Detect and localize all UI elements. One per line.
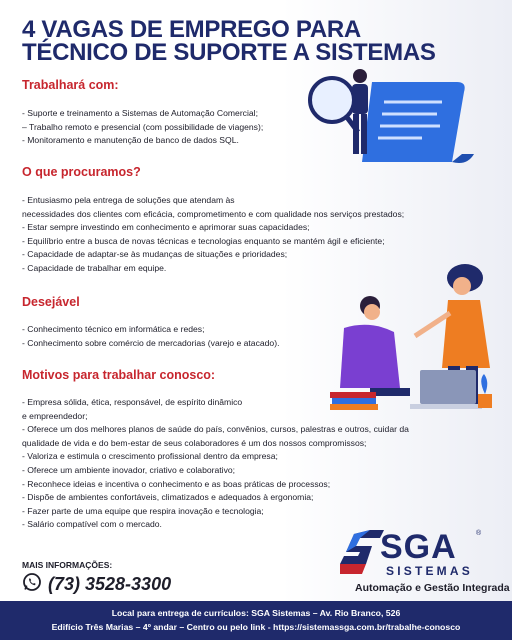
section-heading-desejavel: Desejável: [22, 295, 80, 309]
list-item: - Conhecimento sobre comércio de mercadorias (varejo e atacado).: [22, 337, 280, 348]
list-item: - Oferece um ambiente inovador, criativo e colaborativo;: [22, 464, 236, 475]
team-laptop-illustration: [330, 258, 510, 418]
list-item: - Empresa sólida, ética, responsável, de espírito dinâmico: [22, 397, 243, 407]
whatsapp-icon: [22, 572, 42, 597]
sga-logo-tagline: Automação e Gestão Integrada: [355, 582, 510, 594]
section-heading-trabalhara: Trabalhará com:: [22, 78, 119, 92]
list-item: - Conhecimento técnico em informática e redes;: [22, 324, 205, 334]
list-item: - Capacidade de trabalhar em equipe.: [22, 262, 167, 273]
phone-row: [22, 572, 171, 597]
section-heading-procuramos: O que procuramos?: [22, 165, 141, 179]
footer-line-1: Local para entrega de currículos: SGA Sistemas – Av. Rio Branco, 526: [111, 608, 401, 618]
sga-logo-name: SGA: [380, 528, 457, 566]
section-heading-motivos: Motivos para trabalhar conosco:: [22, 368, 216, 382]
list-item: - Monitoramento e manutenção de banco de dados SQL.: [22, 135, 239, 146]
list-item: - Valoriza e estimula o crescimento profissional dentro da empresa;: [22, 451, 278, 462]
footer-line-2[interactable]: Edifício Três Marias – 4º andar – Centro ou pelo link - https://sistemassga.com.br/trabalhe-conosco: [51, 622, 461, 632]
section-list-trabalhara: [22, 107, 263, 148]
list-item: - Oferece um dos melhores planos de saúde do país, convênios, cursos, palestras e outros, cuidar da: [22, 424, 409, 435]
list-item: - Salário compatível com o mercado.: [22, 519, 162, 530]
title-line-1: 4 VAGAS DE EMPREGO PARA: [22, 16, 361, 43]
page-title: [22, 18, 492, 64]
list-item: qualidade de vida e do bem-estar de seus colaboradores é um dos nossos compromissos;: [22, 437, 367, 448]
section-list-desejavel: [22, 323, 279, 350]
list-item: - Reconhece ideias e incentiva o conhecimento e as boas práticas de processos;: [22, 478, 331, 489]
title-line-2: TÉCNICO DE SUPORTE A SISTEMAS: [22, 39, 436, 66]
list-item: e empreendedor;: [22, 410, 88, 421]
sga-logo-registered: ®: [476, 530, 482, 537]
sga-logo-sub: SISTEMAS: [386, 564, 473, 578]
list-item: - Dispõe de ambientes confortáveis, climatizados e adequados à ergonomia;: [22, 492, 314, 503]
list-item: - Capacidade de adaptar-se às mudanças de situações e prioridades;: [22, 249, 288, 260]
list-item: - Fazer parte de uma equipe que respira inovação e tecnologia;: [22, 505, 264, 516]
list-item: - Equilíbrio entre a busca de novas técnicas e tecnologias enquanto se mantém ágil e eficiente;: [22, 235, 385, 246]
list-item: necessidades dos clientes com eficácia, comprometimento e com qualidade nos serviços prestados;: [22, 208, 405, 219]
list-item: - Suporte e treinamento a Sistemas de Automação Comercial;: [22, 108, 258, 118]
magnifier-woman-illustration: [302, 62, 487, 172]
footer-bar: [0, 601, 512, 640]
phone-number[interactable]: (73) 3528-3300: [48, 574, 172, 594]
list-item: - Entusiasmo pela entrega de soluções que atendam às: [22, 195, 235, 205]
sga-logo-mark: [340, 530, 384, 580]
contact-label: MAIS INFORMAÇÕES:: [22, 560, 113, 570]
list-item: - Estar sempre investindo em conhecimento e aprimorar suas capacidades;: [22, 222, 310, 233]
list-item: – Trabalho remoto e presencial (com possibilidade de viagens);: [22, 121, 264, 132]
